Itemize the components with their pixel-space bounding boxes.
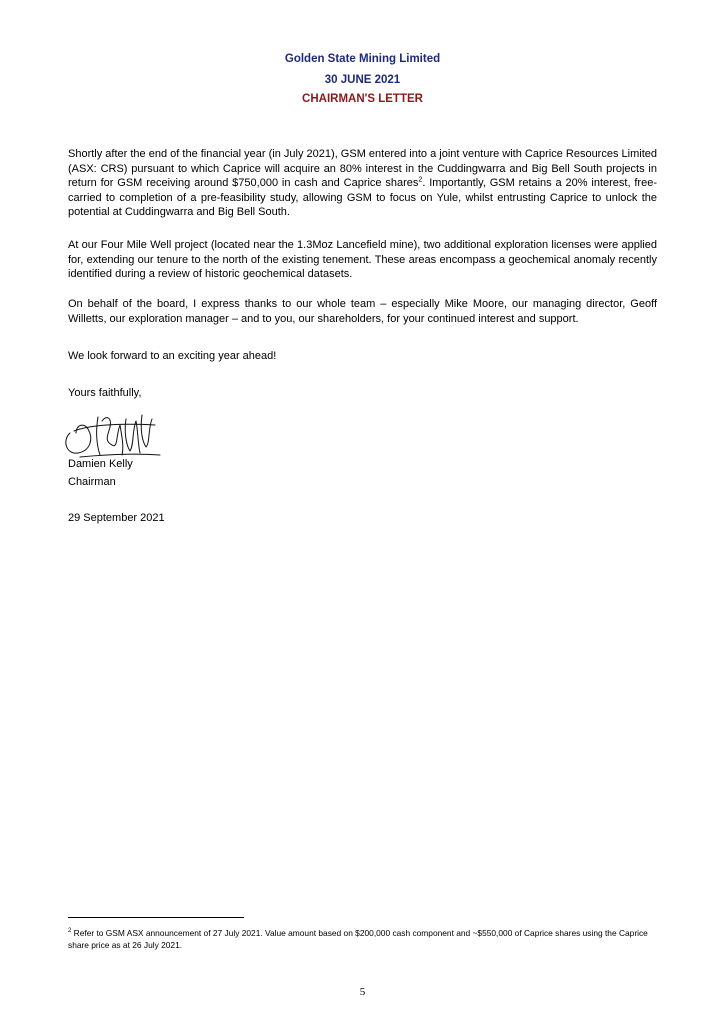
closing-salutation: Yours faithfully, bbox=[68, 387, 142, 399]
signatory-name: Damien Kelly bbox=[68, 458, 133, 470]
footnote-mark: 2 bbox=[68, 928, 72, 935]
paragraph-four-mile-well: At our Four Mile Well project (located near the 1.3Moz Lancefield mine), two additional exploration licenses were applied for, extending our tenure to the north of the existing tenement. These areas encompass a geochemical anomaly recently identified during a review of historic geochemical datasets. bbox=[68, 239, 657, 280]
report-date: 30 JUNE 2021 bbox=[324, 74, 401, 86]
page-title: CHAIRMAN'S LETTER bbox=[302, 93, 423, 105]
paragraph-joint-venture-text-end: . Importantly, GSM retains a 20% interest, free-carried to completion of a pre-feasibility study, allowing GSM to focus on Yule, whilst entrusting Caprice to unlock the potential at Cuddingwarra and Big Bell South. bbox=[68, 177, 657, 218]
paragraph-thanks: On behalf of the board, I express thanks to our whole team – especially Mike Moore, our managing director, Geoff Willetts, our exploration manager – and to you, our shareholders, for your continued interest and support. bbox=[68, 298, 657, 325]
company-name: Golden State Mining Limited bbox=[284, 53, 441, 65]
paragraph-joint-venture-text: Shortly after the end of the financial year (in July 2021), GSM entered into a joint venture with Caprice Resources Limited (ASX: CRS) pursuant to which Caprice will acquire an 80% interest in the Cuddingwarra and Big Bell South projects in return for GSM receiving around $750,000 in cash and Caprice shares bbox=[68, 148, 657, 189]
footnote-divider bbox=[68, 917, 244, 918]
paragraph-outlook: We look forward to an exciting year ahead! bbox=[68, 350, 277, 362]
footnote-reference: 2 bbox=[418, 176, 423, 184]
footnote-text: Refer to GSM ASX announcement of 27 July 2021. Value amount based on $200,000 cash component and ~$550,000 of Caprice shares using the Caprice share price as at 26 July 2021. bbox=[68, 928, 648, 950]
letter-date: 29 September 2021 bbox=[68, 512, 165, 524]
page-number: 5 bbox=[359, 986, 366, 998]
signatory-role: Chairman bbox=[68, 476, 116, 488]
footnote bbox=[68, 928, 660, 951]
paragraph-joint-venture bbox=[68, 147, 657, 220]
